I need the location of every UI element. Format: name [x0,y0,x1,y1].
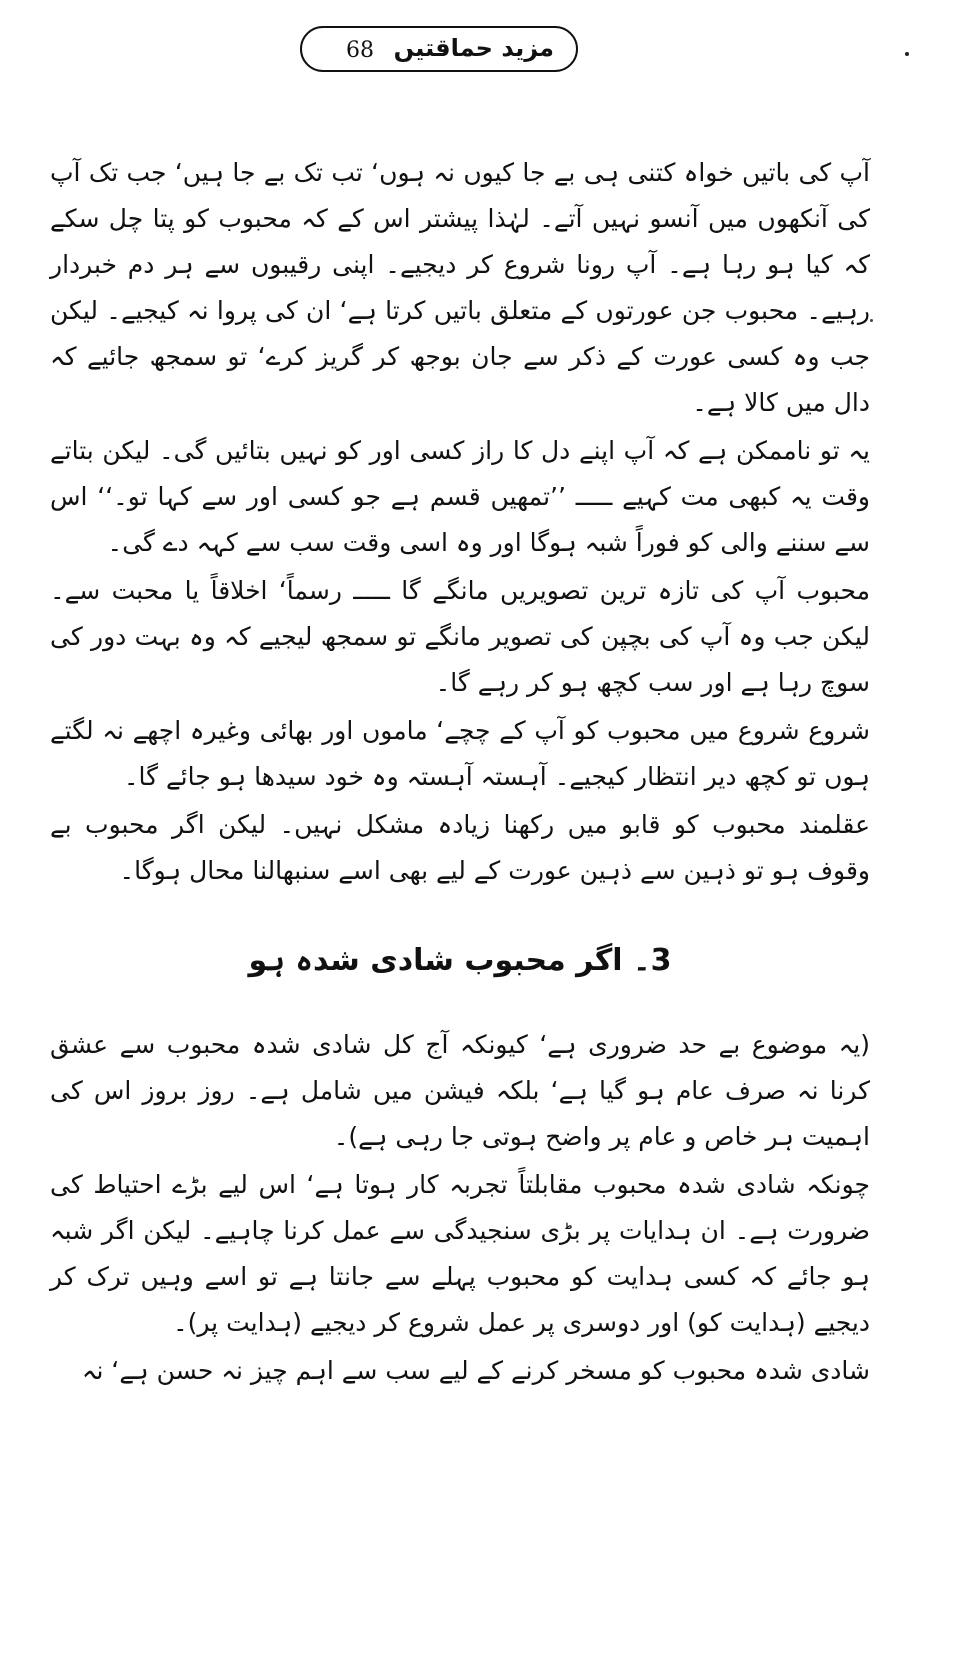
scan-speck [905,52,909,56]
paragraph: محبوب آپ کی تازہ ترین تصویریں مانگے گا ـــــ رسماً‘ اخلاقاً یا محبت سے۔ لیکن جب وہ آپ کی بچپن کی تصویر مانگے تو سمجھ لیجیے کہ وہ بہت دور کی سوچ رہا ہے اور سب کچھ ہو کر رہے گا۔ [50,576,870,697]
paragraph: (یہ موضوع بے حد ضروری ہے‘ کیونکہ آج کل شادی شدہ محبوب سے عشق کرنا نہ صرف عام ہو گیا ہے‘ بلکہ فیشن میں شامل ہے۔ روز بروز اس کی اہمیت ہر خاص و عام پر واضح ہوتی جا رہی ہے)۔ [50,1030,870,1151]
scan-speck [870,319,873,322]
paragraph: چونکہ شادی شدہ محبوب مقابلتاً تجربہ کار ہوتا ہے‘ اس لیے بڑے احتیاط کی ضرورت ہے۔ ان ہدایات پر بڑی سنجیدگی سے عمل کرنا چاہیے۔ لیکن اگر شبہ ہو جائے کہ کسی ہدایت کو محبوب پہلے سے جانتا ہے تو اسے وہیں ترک کر دیجیے (ہدایت کو) اور دوسری پر عمل شروع کر دیجیے (ہدایت پر)۔ [50,1170,870,1337]
page-body [50,150,870,1394]
book-title: مزید حماقتیں [393,34,554,62]
paragraph: آپ کی باتیں خواہ کتنی ہی بے جا کیوں نہ ہوں‘ تب تک بے جا ہیں‘ جب تک آپ کی آنکھوں میں آنسو نہیں آتے۔ لہٰذا پیشتر اس کے کہ محبوب کو پتا چل سکے کہ کیا ہو رہا ہے۔ آپ رونا شروع کر دیجیے۔ اپنی رقیبوں سے ہر دم خبردار رہیے۔ محبوب جن عورتوں کے متعلق باتیں کرتا ہے‘ ان کی پروا نہ کیجیے۔ لیکن جب وہ کسی عورت کے ذکر سے جان بوجھ کر گریز کرے‘ تو سمجھ جائیے کہ دال میں کالا ہے۔ [50,158,870,417]
page-header [300,26,578,72]
page-number: 68 [346,38,374,63]
paragraph: شادی شدہ محبوب کو مسخر کرنے کے لیے سب سے اہم چیز نہ حسن ہے‘ نہ [81,1356,870,1385]
section-heading: 3۔ اگر محبوب شادی شدہ ہو [248,943,672,978]
paragraph: عقلمند محبوب کو قابو میں رکھنا زیادہ مشکل نہیں۔ لیکن اگر محبوب بے وقوف ہو تو ذہین سے ذہین عورت کے لیے بھی اسے سنبھالنا محال ہوگا۔ [50,810,870,885]
paragraph: شروع شروع میں محبوب کو آپ کے چچے‘ ماموں اور بھائی وغیرہ اچھے نہ لگتے ہوں تو کچھ دیر انتظار کیجیے۔ آہستہ آہستہ وہ خود سیدھا ہو جائے گا۔ [50,716,870,791]
paragraph: یہ تو ناممکن ہے کہ آپ اپنے دل کا راز کسی اور کو نہیں بتائیں گی۔ لیکن بتاتے وقت یہ کبھی مت کہیے ـــــ ’’تمھیں قسم ہے جو کسی اور سے کہا تو۔‘‘ اس سے سننے والی کو فوراً شبہ ہوگا اور وہ اسی وقت سب سے کہہ دے گی۔ [50,436,870,557]
